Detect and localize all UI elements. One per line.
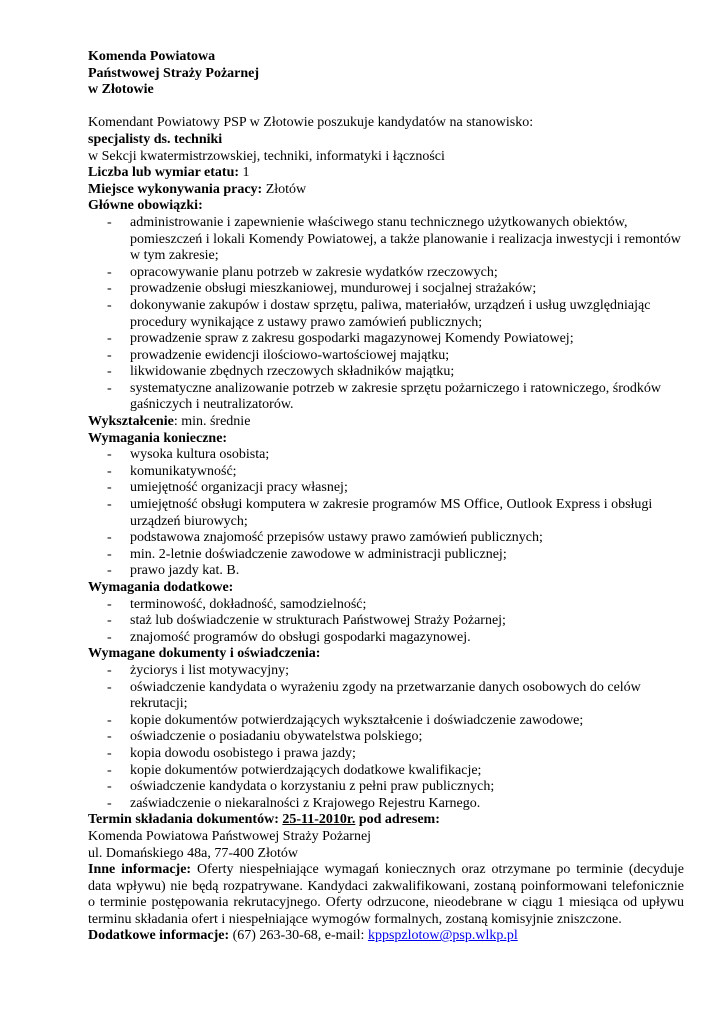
address-line-1: Komenda Powiatowa Państwowej Straży Pożarnej bbox=[88, 828, 372, 844]
email-link[interactable]: kppspzlotow@psp.wlkp.pl bbox=[367, 928, 518, 944]
list-item bbox=[88, 364, 684, 381]
fte-value: 1 bbox=[239, 165, 250, 181]
list-item bbox=[88, 713, 684, 730]
list-item-text: umiejętność organizacji pracy własnej; bbox=[130, 480, 348, 496]
dash-bullet: - bbox=[107, 530, 112, 546]
list-item-text: min. 2-letnie doświadczenie zawodowe w administracji publicznej; bbox=[130, 546, 507, 562]
documents-heading: Wymagane dokumenty i oświadczenia: bbox=[88, 646, 321, 662]
dash-bullet: - bbox=[107, 729, 112, 745]
list-item bbox=[88, 663, 684, 680]
list-item bbox=[88, 281, 684, 298]
other-info-paragraph bbox=[88, 862, 684, 928]
education-row bbox=[88, 414, 684, 431]
deadline-suffix: pod adresem: bbox=[355, 812, 440, 828]
deadline-row bbox=[88, 812, 684, 829]
dash-bullet: - bbox=[107, 380, 112, 396]
list-item-text: zaświadczenie o niekaralności z Krajowego Rejestru Karnego. bbox=[130, 795, 481, 811]
dash-bullet: - bbox=[107, 613, 112, 629]
list-item bbox=[88, 381, 684, 414]
list-item bbox=[88, 265, 684, 282]
list-item bbox=[88, 630, 684, 647]
list-item bbox=[88, 215, 684, 265]
intro-text: Komendant Powiatowy PSP w Złotowie poszukuje kandydatów na stanowisko: bbox=[88, 115, 534, 131]
list-item-text: kopie dokumentów potwierdzających dodatkowe kwalifikacje; bbox=[130, 762, 482, 778]
additional-list bbox=[88, 597, 684, 647]
list-item bbox=[88, 547, 684, 564]
list-item-text: oświadczenie kandydata o wyrażeniu zgody na przetwarzanie danych osobowych do celów rekrutacji; bbox=[130, 679, 641, 712]
additional-heading: Wymagania dodatkowe: bbox=[88, 580, 234, 595]
education-label: Wykształcenie bbox=[88, 414, 174, 430]
section-unit: w Sekcji kwatermistrzowskiej, techniki, informatyki i łączności bbox=[88, 148, 445, 164]
required-heading: Wymagania konieczne: bbox=[88, 430, 228, 446]
list-item bbox=[88, 563, 684, 580]
list-item-text: oświadczenie o posiadaniu obywatelstwa polskiego; bbox=[130, 729, 423, 745]
list-item-text: prowadzenie ewidencji ilościowo-wartościowej majątku; bbox=[130, 347, 450, 363]
dash-bullet: - bbox=[107, 662, 112, 678]
list-item bbox=[88, 331, 684, 348]
deadline-label: Termin składania dokumentów: bbox=[88, 812, 283, 828]
list-item bbox=[88, 530, 684, 547]
dash-bullet: - bbox=[107, 264, 112, 280]
header-line-3: w Złotowie bbox=[88, 82, 154, 98]
list-item bbox=[88, 447, 684, 464]
other-info-text: Oferty niespełniające wymagań koniecznych oraz otrzymane po terminie (decyduje data wpływu) nie będą rozpatrywane. Kandydaci zakwalifikowani, zostaną poinformowani telefonicznie o terminie postępowania rekrutacyjnego. Oferty odrzucone, nieodebrane w ciągu 1 miesiąca od upływu terminu składania ofert i niespełniające wymogów formalnych, zostaną komisyjnie zniszczone. bbox=[88, 862, 685, 927]
contact-text: (67) 263-30-68, e-mail: bbox=[229, 928, 368, 944]
list-item-text: podstawowa znajomość przepisów ustawy prawo zamówień publicznych; bbox=[130, 530, 543, 546]
position-title: specjalisty ds. techniki bbox=[88, 131, 223, 147]
header-line-2: Państwowej Straży Pożarnej bbox=[88, 65, 260, 81]
dash-bullet: - bbox=[107, 563, 112, 579]
documents-list bbox=[88, 663, 684, 812]
dash-bullet: - bbox=[107, 364, 112, 380]
list-item-text: prawo jazdy kat. B. bbox=[130, 563, 240, 579]
list-item-text: prowadzenie obsługi mieszkaniowej, mundurowej i socjalnej strażaków; bbox=[130, 281, 537, 297]
dash-bullet: - bbox=[107, 712, 112, 728]
dash-bullet: - bbox=[107, 679, 112, 695]
list-item-text: staż lub doświadczenie w strukturach Państwowej Straży Pożarnej; bbox=[130, 613, 506, 629]
list-item bbox=[88, 746, 684, 763]
list-item-text: znajomość programów do obsługi gospodarki magazynowej. bbox=[130, 629, 471, 645]
list-item-text: życiorys i list motywacyjny; bbox=[130, 662, 290, 678]
education-value: : min. średnie bbox=[173, 414, 251, 430]
list-item bbox=[88, 348, 684, 365]
contact-label: Dodatkowe informacje: bbox=[88, 928, 230, 944]
list-item-text: prowadzenie spraw z zakresu gospodarki magazynowej Komendy Powiatowej; bbox=[130, 331, 574, 347]
list-item-text: dokonywanie zakupów i dostaw sprzętu, paliwa, materiałów, urządzeń i usług uwzględniając procedury wynikające z ustawy prawo zamówień publicznych; bbox=[130, 297, 651, 330]
fte-row bbox=[88, 165, 684, 182]
list-item-text: umiejętność obsługi komputera w zakresie programów MS Office, Outlook Express i obsługi urządzeń biurowych; bbox=[130, 497, 653, 529]
list-item-text: likwidowanie zbędnych rzeczowych składników majątku; bbox=[130, 364, 455, 380]
dash-bullet: - bbox=[107, 214, 112, 230]
list-item bbox=[88, 597, 684, 614]
header-line-1: Komenda Powiatowa bbox=[88, 49, 216, 64]
list-item bbox=[88, 497, 684, 530]
duties-heading: Główne obowiązki: bbox=[88, 198, 203, 214]
duties-list bbox=[88, 215, 684, 414]
dash-bullet: - bbox=[107, 480, 112, 496]
list-item-text: administrowanie i zapewnienie właściwego stanu technicznego użytkowanych obiektów, pomieszczeń i lokali Komendy Powiatowej, a także planowanie i realizacja inwestycji i remontów w tym zakresie; bbox=[130, 214, 681, 264]
list-item bbox=[88, 464, 684, 481]
dash-bullet: - bbox=[107, 281, 112, 297]
other-info-label: Inne informacje: bbox=[88, 862, 192, 878]
list-item-text: komunikatywność; bbox=[130, 463, 237, 479]
list-item-text: kopia dowodu osobistego i prawa jazdy; bbox=[130, 745, 356, 761]
spacer bbox=[88, 99, 684, 116]
dash-bullet: - bbox=[107, 546, 112, 562]
fte-label: Liczba lub wymiar etatu: bbox=[88, 165, 240, 181]
dash-bullet: - bbox=[107, 745, 112, 761]
workplace-label: Miejsce wykonywania pracy: bbox=[88, 181, 263, 197]
dash-bullet: - bbox=[107, 331, 112, 347]
list-item-text: opracowywanie planu potrzeb w zakresie wydatków rzeczowych; bbox=[130, 264, 498, 280]
contact-row bbox=[88, 928, 684, 945]
workplace-row bbox=[88, 182, 684, 199]
list-item bbox=[88, 680, 684, 713]
dash-bullet: - bbox=[107, 297, 112, 313]
workplace-value: Złotów bbox=[262, 181, 307, 197]
list-item-text: oświadczenie kandydata o korzystaniu z pełni praw publicznych; bbox=[130, 779, 495, 795]
list-item bbox=[88, 763, 684, 780]
required-list bbox=[88, 447, 684, 580]
list-item-text: wysoka kultura osobista; bbox=[130, 447, 270, 463]
dash-bullet: - bbox=[107, 779, 112, 795]
list-item bbox=[88, 613, 684, 630]
dash-bullet: - bbox=[107, 347, 112, 363]
list-item-text: terminowość, dokładność, samodzielność; bbox=[130, 596, 367, 612]
list-item bbox=[88, 729, 684, 746]
dash-bullet: - bbox=[107, 795, 112, 811]
list-item bbox=[88, 298, 684, 331]
address-line-2: ul. Domańskiego 48a, 77-400 Złotów bbox=[88, 845, 298, 861]
list-item-text: kopie dokumentów potwierdzających wykształcenie i doświadczenie zawodowe; bbox=[130, 712, 584, 728]
deadline-date: 25-11-2010r. bbox=[282, 812, 356, 828]
dash-bullet: - bbox=[107, 629, 112, 645]
list-item bbox=[88, 480, 684, 497]
dash-bullet: - bbox=[107, 762, 112, 778]
list-item bbox=[88, 796, 684, 813]
dash-bullet: - bbox=[107, 497, 112, 513]
dash-bullet: - bbox=[107, 463, 112, 479]
dash-bullet: - bbox=[107, 596, 112, 612]
list-item-text: systematyczne analizowanie potrzeb w zakresie sprzętu pożarniczego i ratowniczego, środków gaśniczych i neutralizatorów. bbox=[130, 380, 661, 413]
dash-bullet: - bbox=[107, 447, 112, 463]
list-item bbox=[88, 779, 684, 796]
